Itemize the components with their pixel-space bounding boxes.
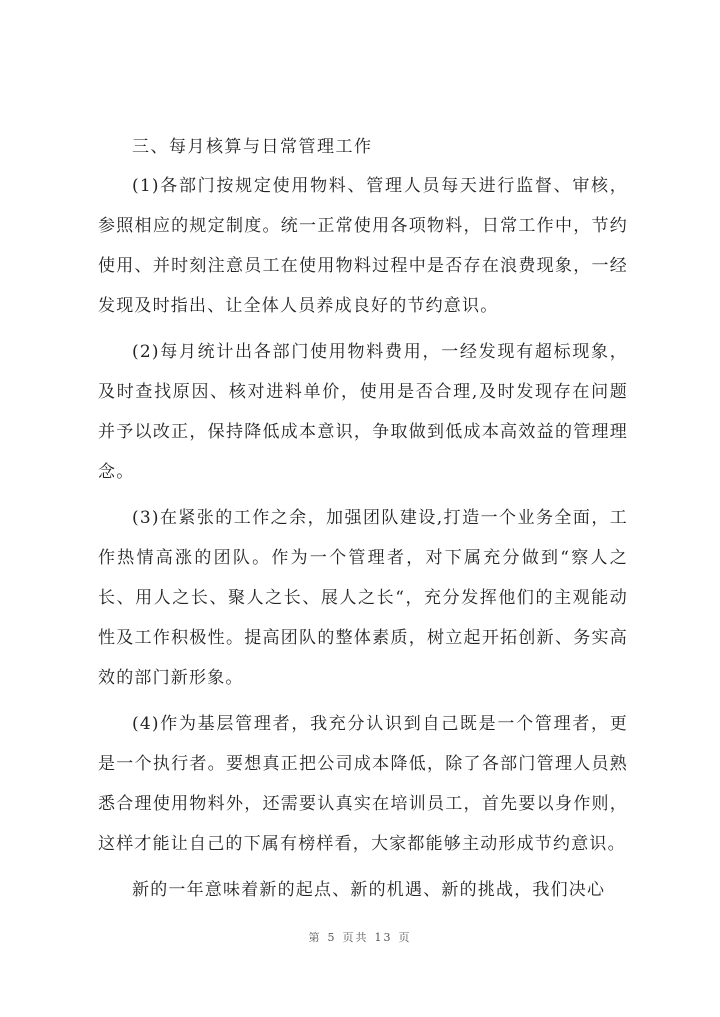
footer-prefix: 第 bbox=[308, 931, 322, 944]
paragraph-5: 新的一年意味着新的起点、新的机遇、新的挑战，我们决心 bbox=[132, 880, 606, 900]
section-heading: 三、每月核算与日常管理工作 bbox=[132, 137, 373, 157]
footer-suffix: 页 bbox=[398, 931, 412, 944]
paragraph-3: (3)在紧张的工作之余，加强团队建设,打造一个业务全面，工作热情高涨的团队。作为一个管理者，对下属充分做到“察人之长、用人之长、聚人之长、展人之长“，充分发挥他们的主观能动性及工作积极性。提高团队的整体素质，树立起开拓创新、务实高效的部门新形象。 bbox=[98, 508, 628, 688]
footer-middle: 页共 bbox=[342, 931, 369, 944]
footer-total-pages: 13 bbox=[374, 931, 393, 944]
page-footer bbox=[0, 929, 720, 945]
paragraph-2: (2)每月统计出各部门使用物料费用，一经发现有超标现象，及时查找原因、核对进料单价，使用是否合理,及时发现存在问题并予以改正，保持降低成本意识，争取做到低成本高效益的管理理念。 bbox=[98, 342, 628, 482]
paragraph-4: (4)作为基层管理者，我充分认识到自己既是一个管理者，更是一个执行者。要想真正把公司成本降低，除了各部门管理人员熟悉合理使用物料外，还需要认真实在培训员工，首先要以身作则，这样才能让自己的下属有榜样看，大家都能够主动形成节约意识。 bbox=[98, 714, 628, 854]
paragraph-1: (1)各部门按规定使用物料、管理人员每天进行监督、审核，参照相应的规定制度。统一正常使用各项物料，日常工作中，节约使用、并时刻注意员工在使用物料过程中是否存在浪费现象，一经发现及时指出、让全体人员养成良好的节约意识。 bbox=[98, 176, 628, 316]
footer-page-number: 5 bbox=[327, 931, 337, 944]
document-body bbox=[98, 128, 628, 910]
